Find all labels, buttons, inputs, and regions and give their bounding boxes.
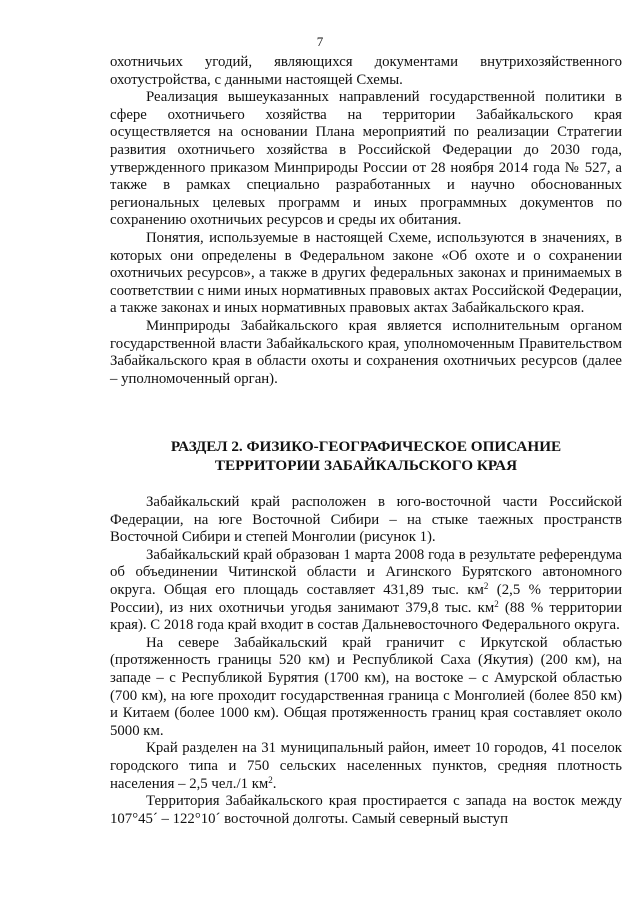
section-text-block	[110, 494, 622, 828]
paragraph	[110, 547, 622, 635]
text-fragment: Забайкальский край образован 1 марта 2008 года в результате референдума об объединении Читинской области и Агинского Бурятского автономного округа. Общая его площадь составляет 431,89 тыс. км	[110, 546, 622, 598]
paragraph: Понятия, используемые в настоящей Схеме, используются в значениях, в которых они определены в Федеральном законе «Об охоте и о сохранении охотничьих ресурсов», а также в других федеральных законах и принимаемых в соответствии с ними иных нормативных правовых актах Российской Федерации, а также законах и иных нормативных правовых актах Забайкальского края.	[110, 229, 622, 317]
superscript: 2	[483, 580, 489, 591]
paragraph: На севере Забайкальский край граничит с Иркутской областью (протяженность границы 520 км) и Республикой Саха (Якутия) (200 км), на западе – с Республикой Бурятия (1700 км), на востоке – с Амурской областью (700 км), на юге проходит государственная граница с Монголией (более 850 км) и Китаем (более 1000 км). Общая протяженность границ края составляет около 5000 км.	[110, 634, 622, 739]
superscript: 2	[268, 774, 273, 785]
paragraph	[110, 740, 622, 793]
text-fragment: Край разделен на 31 муниципальный район, имеет 10 городов, 41 поселок городского типа и 750 сельских населенных пунктов, средняя плотность населения – 2,5 чел./1 км	[110, 740, 622, 792]
text-fragment: .	[272, 775, 277, 792]
section-heading	[110, 437, 622, 475]
text-fragment: (2,5 % территории России), из них охотничьи угодья занимают 379,8 тыс. км	[110, 581, 622, 616]
text-fragment: (88 % территории края). С 2018 года край входит в состав Дальневосточного Федерального округа.	[110, 599, 622, 634]
intro-text-block	[110, 54, 622, 388]
superscript: 2	[494, 598, 499, 609]
paragraph: Забайкальский край расположен в юго-восточной части Российской Федерации, на юге Восточной Сибири – на стыке таежных пространств Восточной Сибири и степей Монголии (рисунок 1).	[110, 494, 622, 546]
paragraph: Минприроды Забайкальского края является исполнительным органом государственной власти Забайкальского края, уполномоченным Правительством Забайкальского края в области охоты и сохранения охотничьих ресурсов (далее – уполномоченный орган).	[110, 317, 622, 387]
page-number: 7	[316, 34, 324, 49]
paragraph: Реализация вышеуказанных направлений государственной политики в сфере охотничьего хозяйства на территории Забайкальского края осуществляется на основании Плана мероприятий по реализации Стратегии развития охотничьего хозяйства в Российской Федерации до 2030 года, утвержденного приказом Минприроды России от 28 ноября 2014 года № 527, а также в рамках специально разработанных и научно обоснованных региональных целевых программ и иных программных документов по сохранению охотничьих ресурсов и среды их обитания.	[110, 89, 622, 229]
paragraph: охотничьих угодий, являющихся документами внутрихозяйственного охотустройства, с данными настоящей Схемы.	[110, 54, 622, 88]
section-heading-line: РАЗДЕЛ 2. ФИЗИКО-ГЕОГРАФИЧЕСКОЕ ОПИСАНИЕ	[170, 438, 562, 455]
paragraph: Территория Забайкальского края простирается с запада на восток между 107°45´ – 122°10´ восточной долготы. Самый северный выступ	[110, 793, 622, 827]
section-heading-line: ТЕРРИТОРИИ ЗАБАЙКАЛЬСКОГО КРАЯ	[214, 457, 518, 474]
